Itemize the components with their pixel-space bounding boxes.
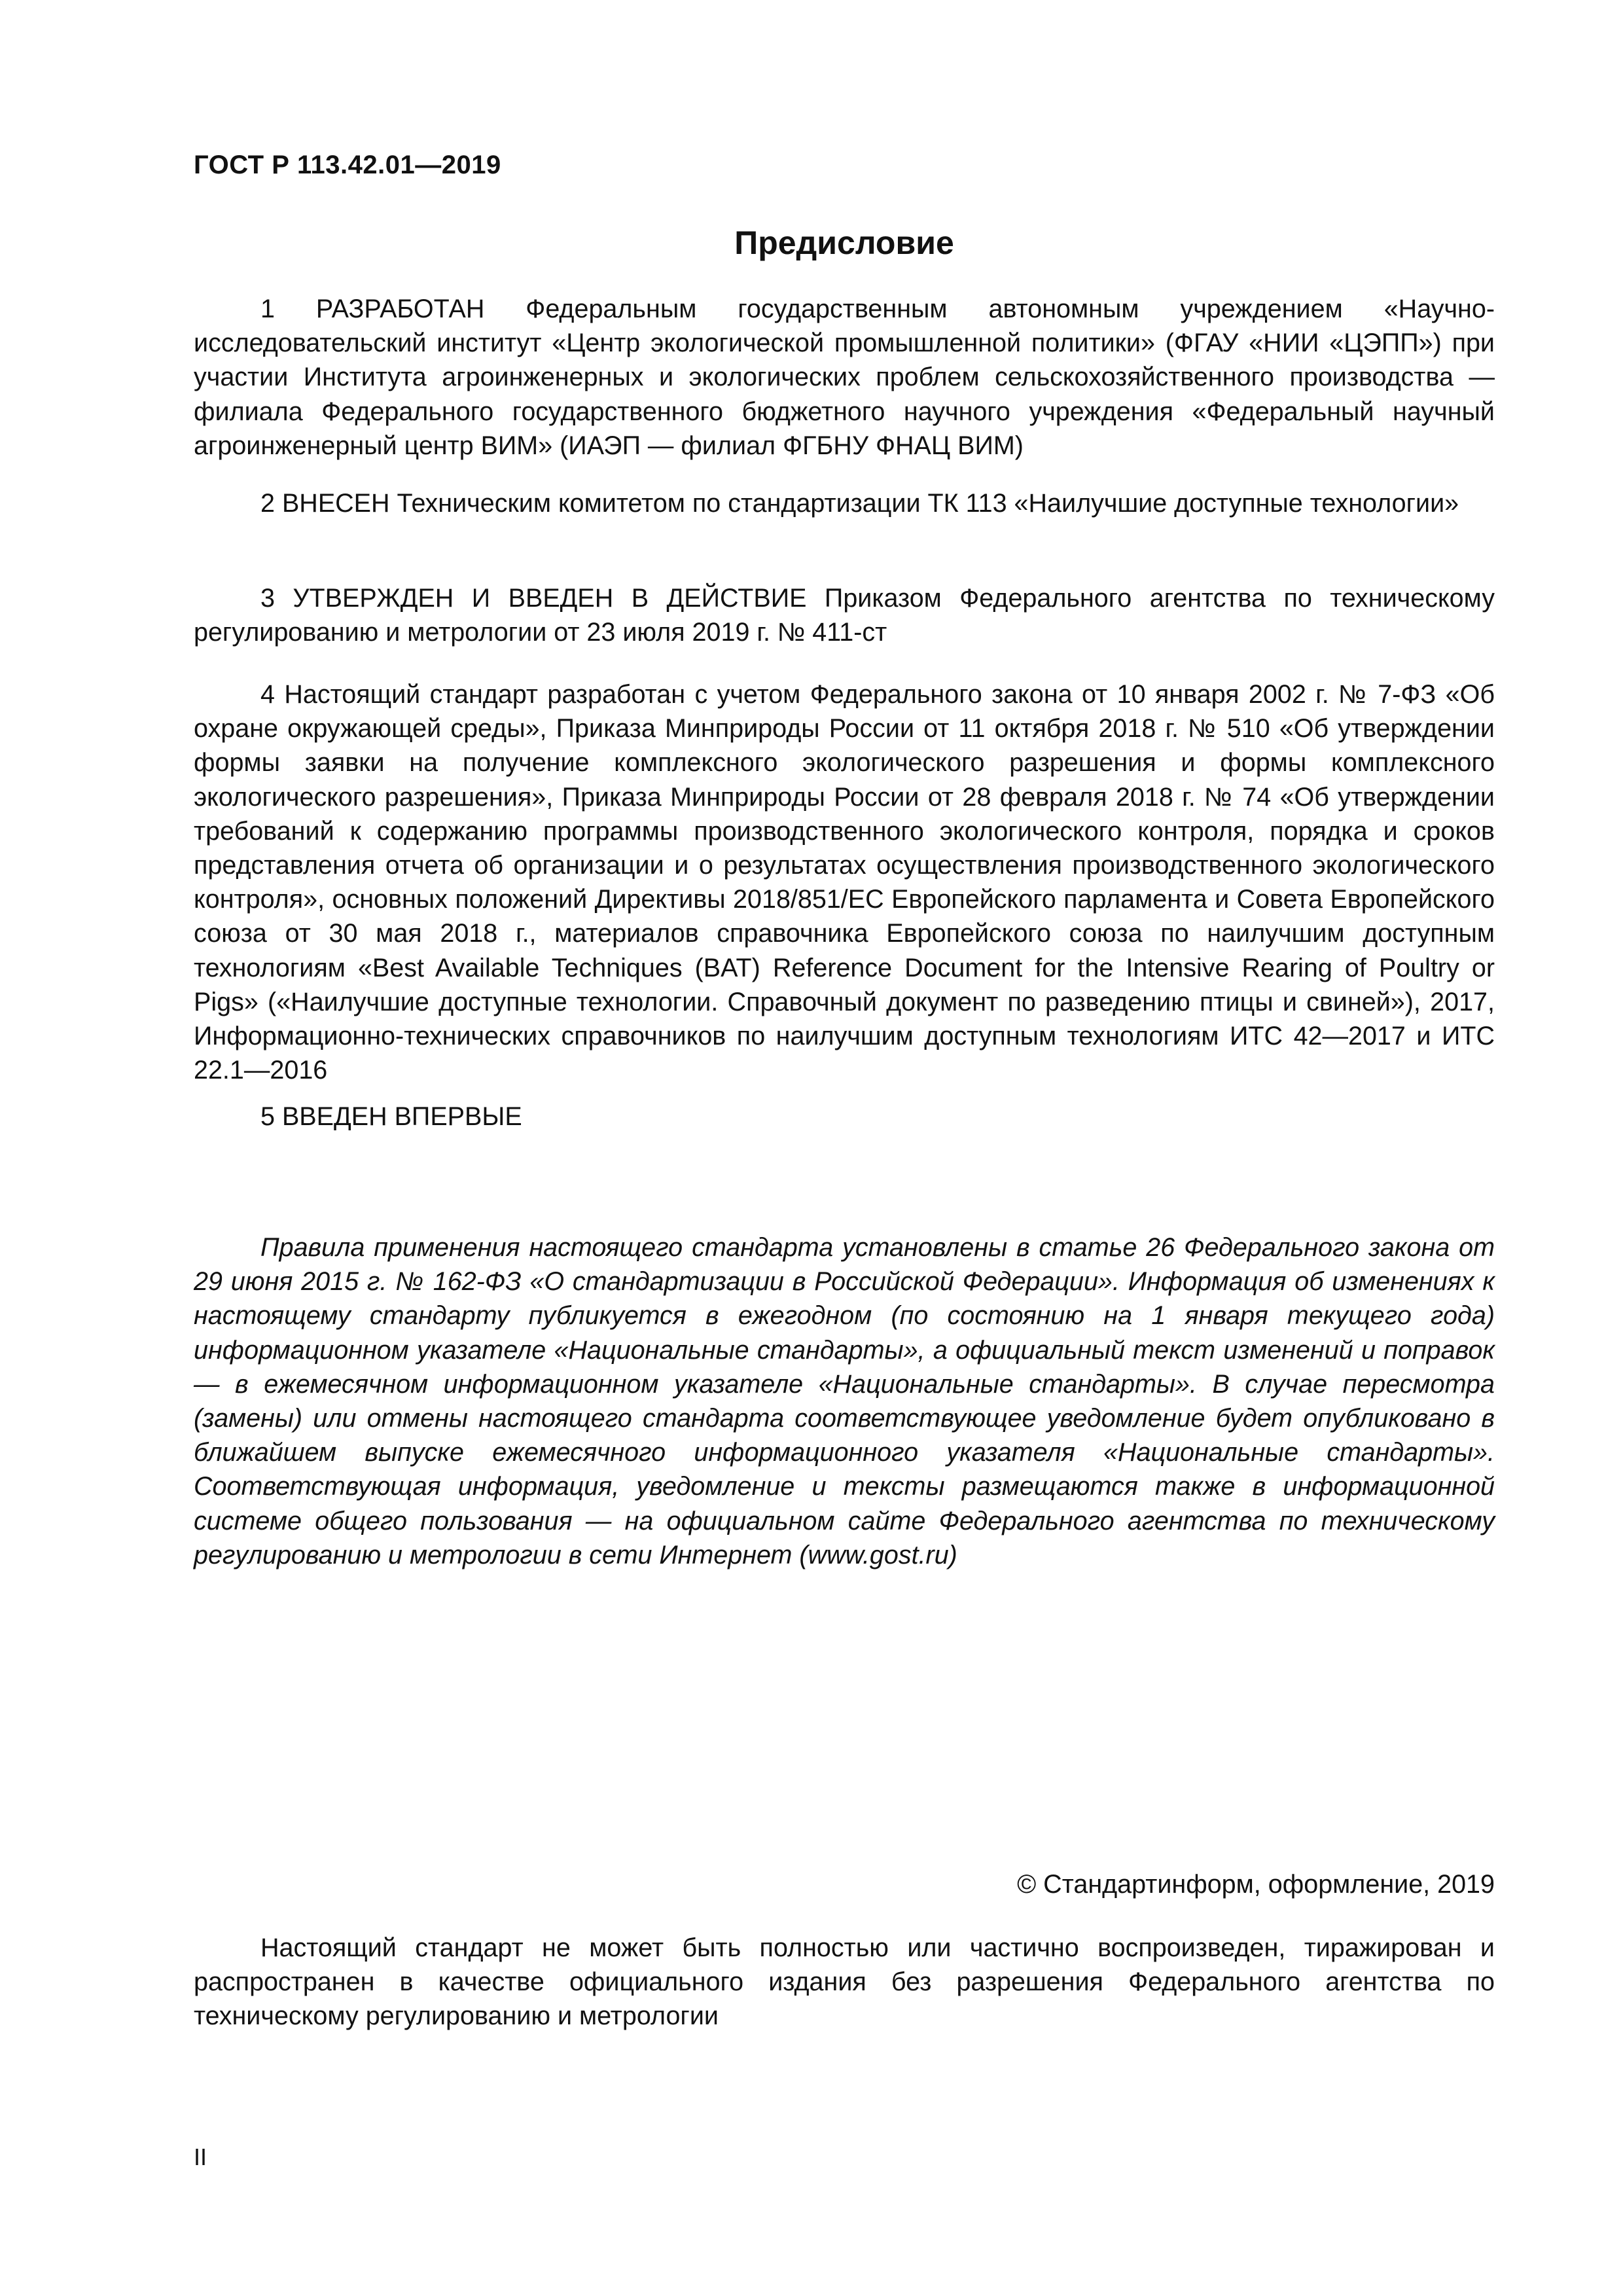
document-code: ГОСТ Р 113.42.01—2019	[194, 151, 501, 179]
copyright-line: © Стандартинформ, оформление, 2019	[1017, 1870, 1495, 1899]
paragraph-first-introduced: 5 ВВЕДЕН ВПЕРВЫЕ	[260, 1102, 522, 1131]
paragraph-submitted-by: 2 ВНЕСЕН Техническим комитетом по стандартизации ТК 113 «Наилучшие доступные технологии»	[260, 489, 1459, 518]
paragraph-developed-by: 1 РАЗРАБОТАН Федеральным государственным автономным учреждением «Научно-исследовательский институт «Центр экологической промышленной политики» (ФГАУ «НИИ «ЦЭПП») при участии Института агроинженерных и экологических проблем сельскохозяйственного производства — филиала Федерального государственного бюджетного научного учреждения «Федеральный научный агроинженерный центр ВИМ» (ИАЭП — филиал ФГБНУ ФНАЦ ВИМ)	[194, 295, 1495, 460]
page-title: Предисловие	[734, 224, 954, 261]
page-number: II	[194, 2144, 207, 2170]
rules-notice: Правила применения настоящего стандарта установлены в статье 26 Федерального закона от 29 июня 2015 г. № 162-ФЗ «О стандартизации в Российской Федерации». Информация об изменениях к настоящему стандарту публикуется в ежегодном (по состоянию на 1 января текущего года) информационном указателе «Национальные стандарты», а официальный текст изменений и поправок — в ежемесячном информационном указателе «Национальные стандарты». В случае пересмотра (замены) или отмены настоящего стандарта соответствующее уведомление будет опубликовано в ближайшем выпуске ежемесячного информационного указателя «Национальные стандарты». Соответствующая информация, уведомление и тексты размещаются также в информационной системе общего пользования — на официальном сайте Федерального агентства по техническому регулированию и метрологии в сети Интернет (www.gost.ru)	[194, 1233, 1495, 1570]
reproduction-notice: Настоящий стандарт не может быть полностью или частично воспроизведен, тиражирован и распространен в качестве официального издания без разрешения Федерального агентства по техническому регулированию и метрологии	[194, 1933, 1495, 2031]
paragraph-approved: 3 УТВЕРЖДЕН И ВВЕДЕН В ДЕЙСТВИЕ Приказом Федерального агентства по техническому регулированию и метрологии от 23 июля 2019 г. № 411-ст	[194, 584, 1495, 647]
paragraph-developed-considering: 4 Настоящий стандарт разработан с учетом Федерального закона от 10 января 2002 г. № 7-ФЗ «Об охране окружающей среды», Приказа Минприроды России от 11 октября 2018 г. № 510 «Об утверждении формы заявки на получение комплексного экологического разрешения и формы комплексного экологического разрешения», Приказа Минприроды России от 28 февраля 2018 г. № 74 «Об утверждении требований к содержанию программы производственного экологического контроля, порядка и сроков представления отчета об организации и о результатах осуществления производственного экологического контроля», основных положений Директивы 2018/851/ЕС Европейского парламента и Совета Европейского союза от 30 мая 2018 г., материалов справочника Европейского союза по наилучшим доступным технологиям «Best Available Techniques (BAT) Reference Document for the Intensive Rearing of Poultry or Pigs» («Наилучшие доступные технологии. Справочный документ по разведению птицы и свиней»), 2017, Информационно-технических справочников по наилучшим доступным технологиям ИТС 42—2017 и ИТС 22.1—2016	[194, 680, 1495, 1085]
